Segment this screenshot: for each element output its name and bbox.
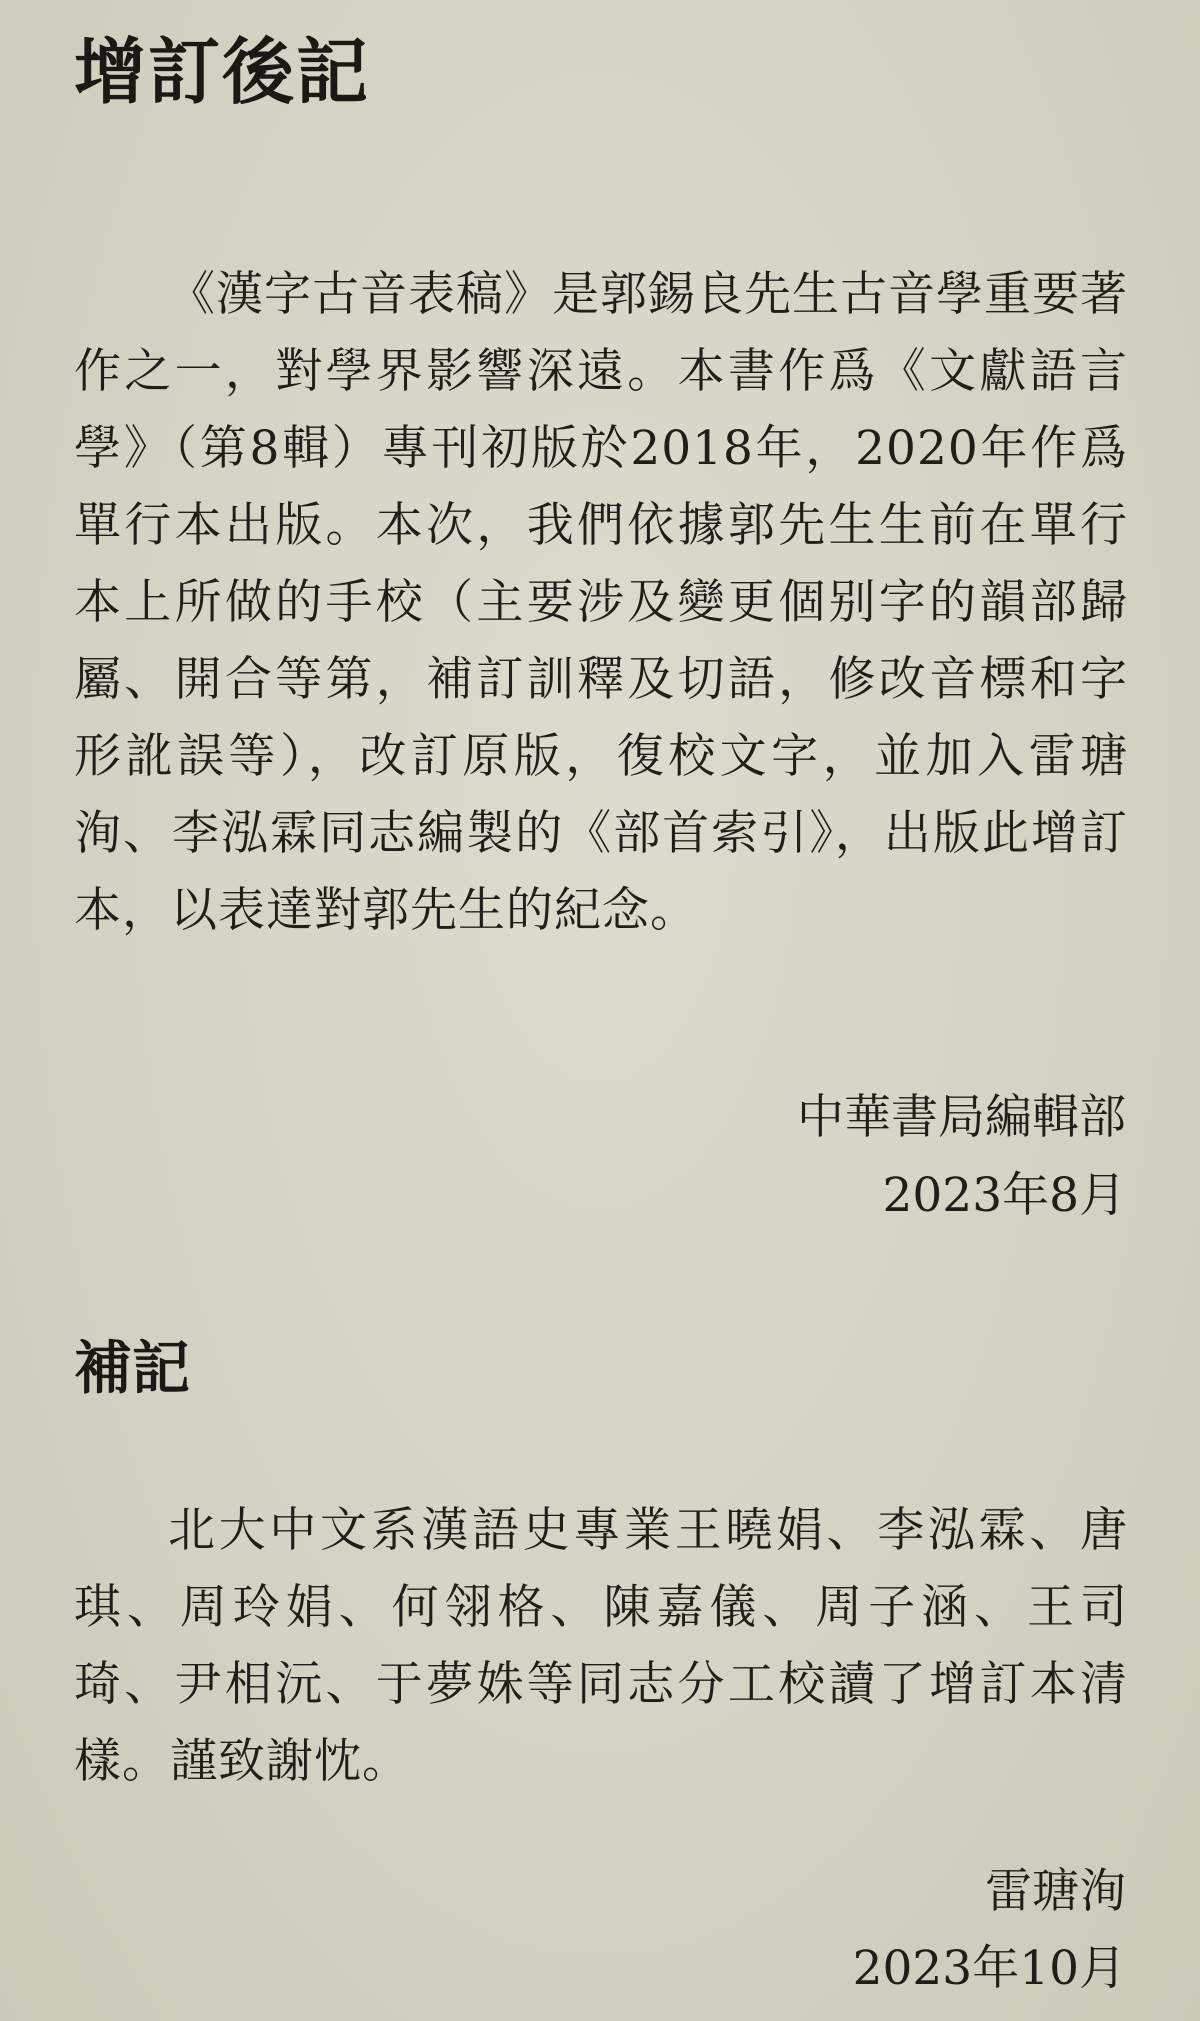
postscript-date: 2023年8月 [882, 1168, 1126, 1223]
addendum-paragraph: 北大中文系漢語史專業王曉娟、李泓霖、唐琪、周玲娟、何翎格、陳嘉儀、周子涵、王司琦、尹相沅、于夢姝等同志分工校讀了增訂本清樣。謹致謝忱。 [74, 1503, 1128, 1789]
addendum-signature: 雷瑭洵 [985, 1864, 1126, 1919]
addendum-date: 2023年10月 [852, 1941, 1126, 1996]
postscript-paragraph: 《漢字古音表稿》是郭錫良先生古音學重要著作之一，對學界影響深遠。本書作爲《文獻語言學》（第8輯）專刊初版於2018年，2020年作爲單行本出版。本次，我們依據郭先生生前在單行本上所做的手校（主要涉及變更個别字的韻部歸屬、開合等第，補訂訓釋及切語，修改音標和字形訛誤等），改訂原版，復校文字，並加入雷瑭洵、李泓霖同志編製的《部首索引》，出版此增訂本，以表達對郭先生的紀念。 [74, 267, 1128, 938]
addendum-title: 補記 [74, 1334, 191, 1402]
postscript-title: 增訂後記 [74, 30, 371, 114]
postscript-signature: 中華書局編輯部 [797, 1090, 1126, 1145]
